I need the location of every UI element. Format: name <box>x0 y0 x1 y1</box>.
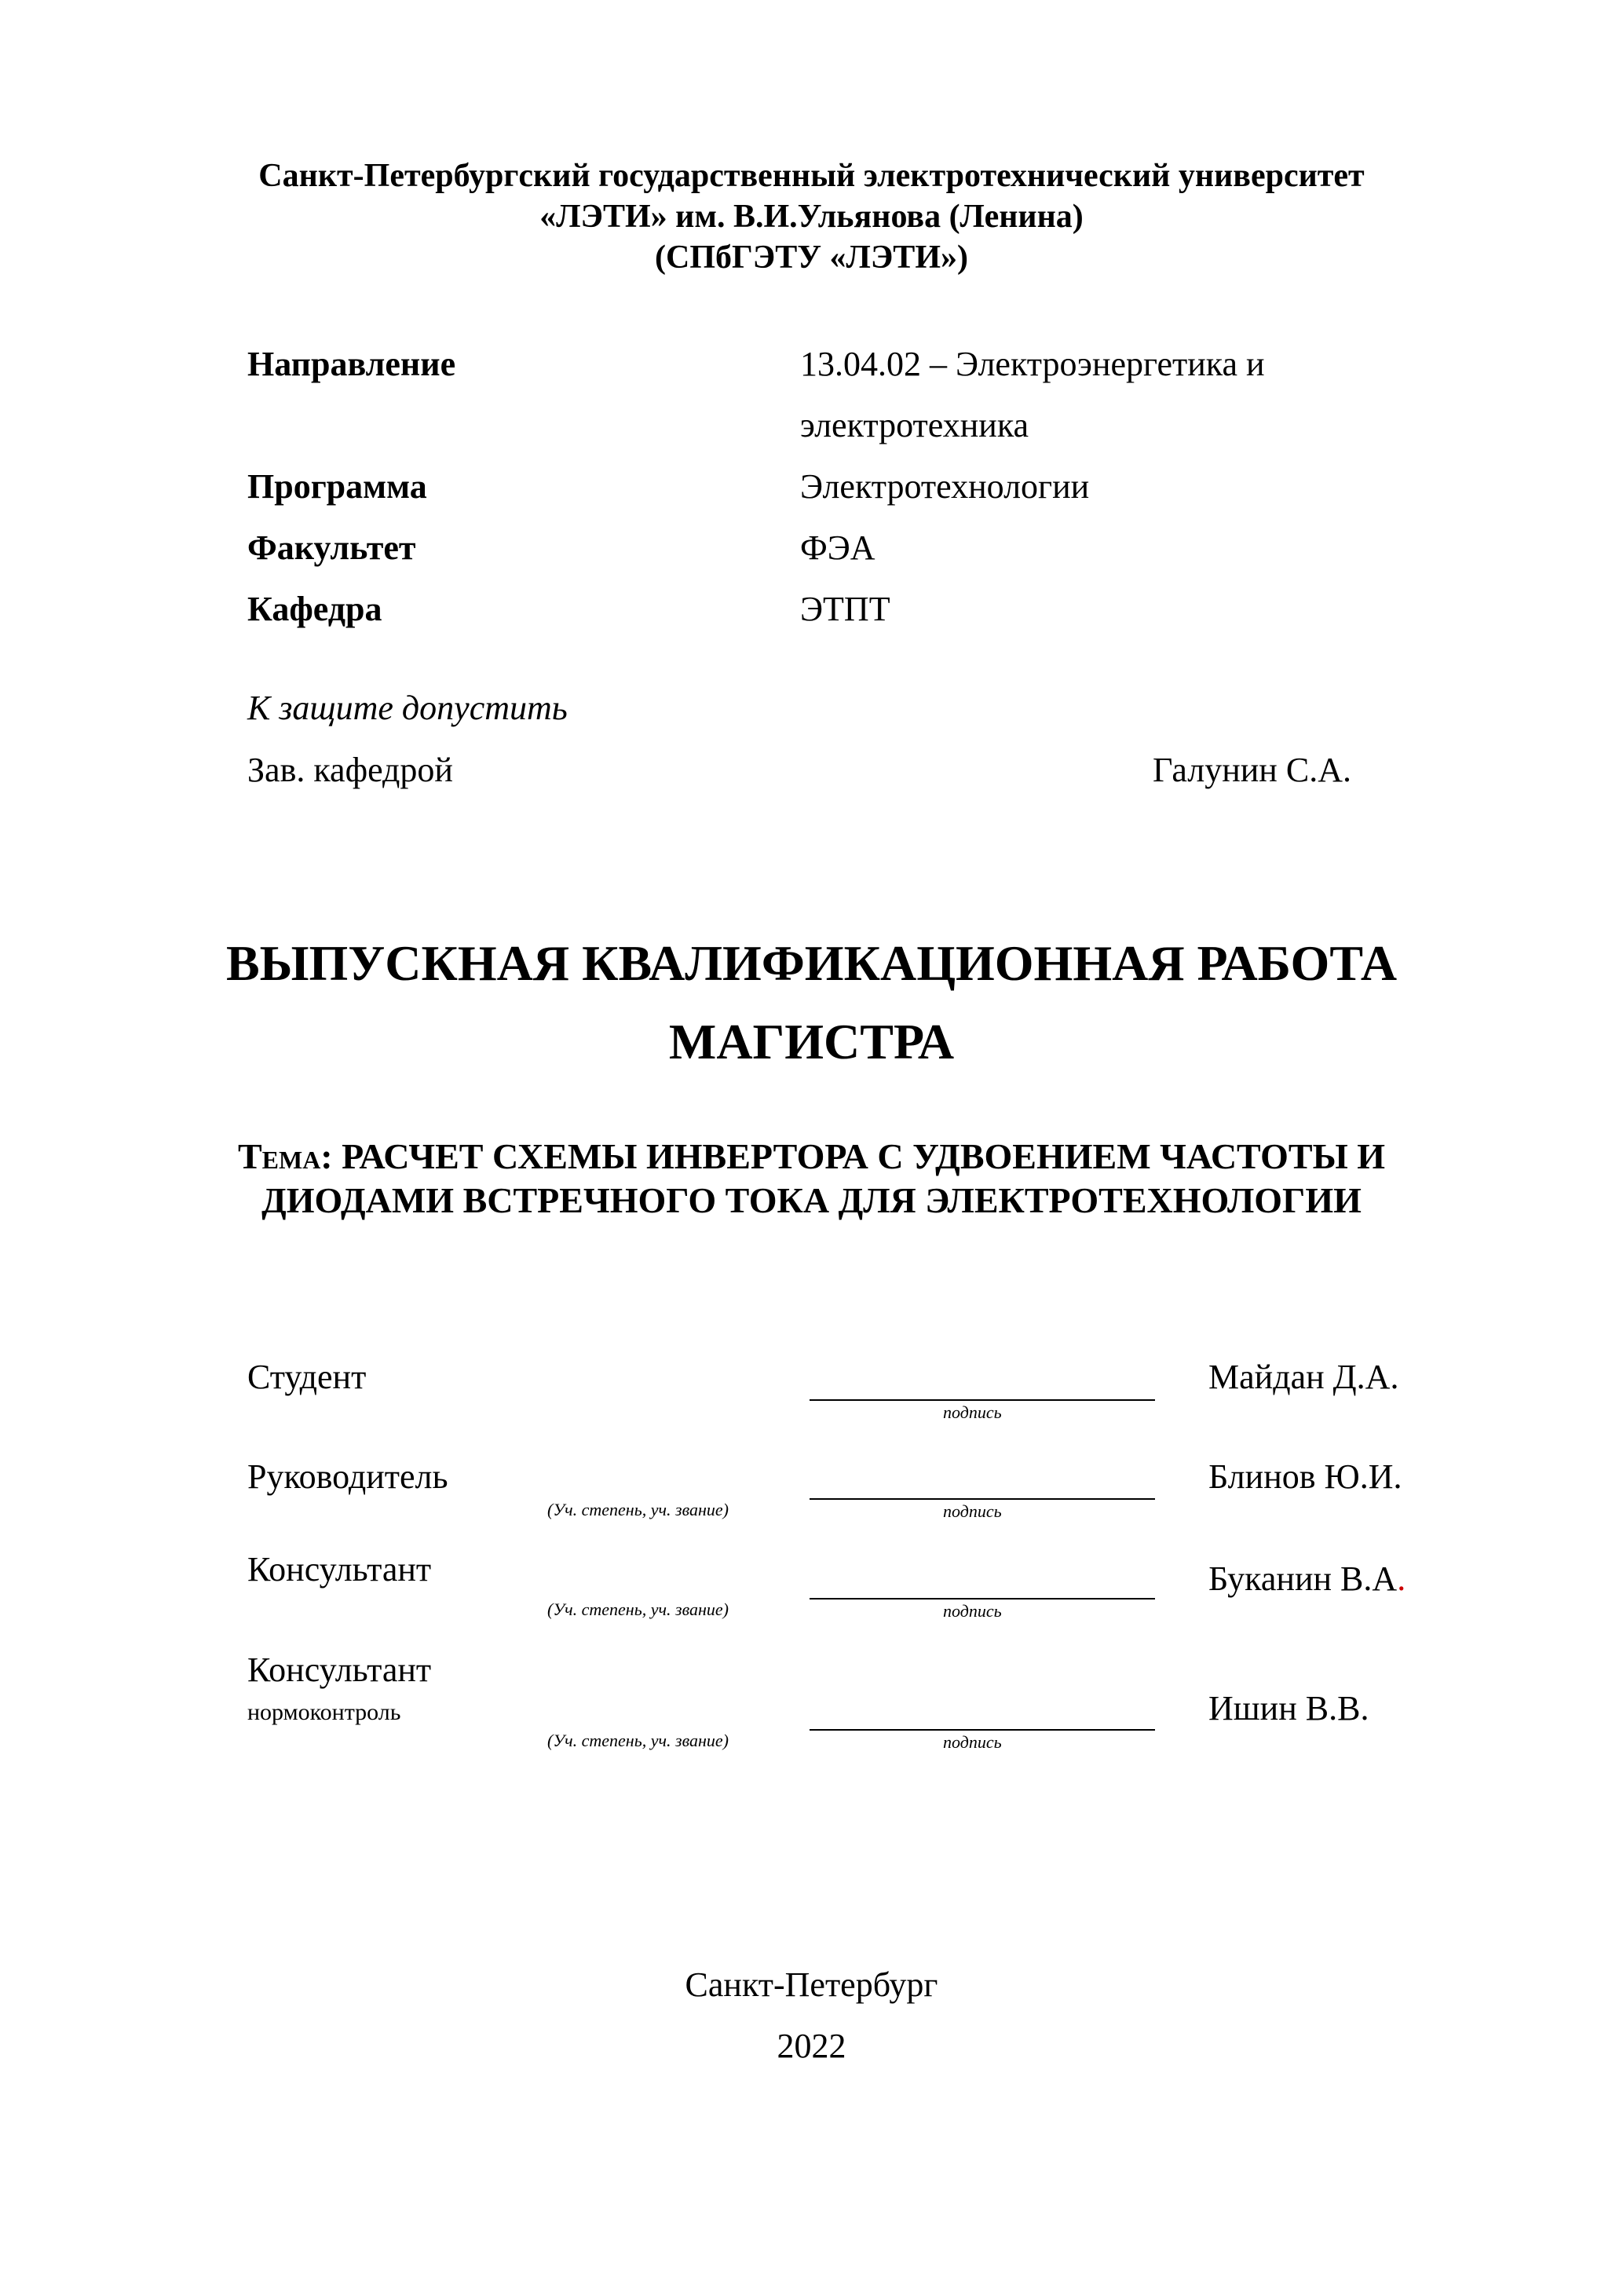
supervisor-name: Блинов Ю.И. <box>1208 1457 1402 1496</box>
normcontrol-signature-line <box>810 1729 1155 1731</box>
admission-text: К защите допустить <box>247 689 568 727</box>
consultant-name-dot: . <box>1397 1559 1406 1598</box>
university-abbreviation: (СПбГЭТУ «ЛЭТИ») <box>655 239 968 276</box>
program-label: Программа <box>247 467 427 506</box>
consultant-signature-line <box>810 1598 1155 1600</box>
direction-value-line1: 13.04.02 – Электроэнергетика и <box>800 345 1265 383</box>
department-value: ЭТПТ <box>800 590 890 628</box>
normcontrol-subtitle: нормоконтроль <box>247 1699 401 1725</box>
student-signature-line <box>810 1399 1155 1401</box>
topic-line1-text: РАСЧЕТ СХЕМЫ ИНВЕРТОРА С УДВОЕНИЕМ ЧАСТОТЫ И <box>332 1136 1386 1176</box>
department-label: Кафедра <box>247 590 382 628</box>
supervisor-role: Руководитель <box>247 1457 448 1496</box>
topic-line2: ДИОДАМИ ВСТРЕЧНОГО ТОКА ДЛЯ ЭЛЕКТРОТЕХНОЛОГИИ <box>261 1180 1362 1220</box>
year: 2022 <box>777 2027 846 2065</box>
normcontrol-role: Консультант <box>247 1651 432 1689</box>
city: Санкт-Петербург <box>685 1965 938 2004</box>
direction-value-line2: электротехника <box>800 406 1029 444</box>
department-head-name: Галунин С.А. <box>1153 751 1351 789</box>
topic-prefix: Тема: <box>237 1136 333 1176</box>
supervisor-degree-caption: (Уч. степень, уч. звание) <box>547 1500 729 1519</box>
consultant-role: Консультант <box>247 1550 432 1589</box>
university-short-name: «ЛЭТИ» им. В.И.Ульянова (Ленина) <box>539 199 1084 235</box>
normcontrol-name: Ишин В.В. <box>1208 1689 1369 1727</box>
faculty-value: ФЭА <box>800 528 875 567</box>
thesis-title-line2: МАГИСТРА <box>668 1014 955 1069</box>
consultant-signature-caption: подпись <box>943 1601 1002 1621</box>
supervisor-signature-caption: подпись <box>943 1501 1002 1521</box>
student-name: Майдан Д.А. <box>1208 1358 1399 1396</box>
student-role: Студент <box>247 1358 367 1396</box>
consultant-degree-caption: (Уч. степень, уч. звание) <box>547 1600 729 1619</box>
consultant-name-text: Буканин В.А <box>1208 1559 1398 1598</box>
department-head-label: Зав. кафедрой <box>247 751 453 789</box>
normcontrol-degree-caption: (Уч. степень, уч. звание) <box>547 1731 729 1750</box>
consultant-name <box>1208 1559 1406 1599</box>
thesis-title-line1: ВЫПУСКНАЯ КВАЛИФИКАЦИОННАЯ РАБОТА <box>225 935 1398 991</box>
supervisor-signature-line <box>810 1498 1155 1500</box>
faculty-label: Факультет <box>247 528 416 567</box>
student-signature-caption: подпись <box>943 1402 1002 1422</box>
normcontrol-signature-caption: подпись <box>943 1732 1002 1752</box>
topic-line1 <box>0 1135 1623 1179</box>
university-name: Санкт-Петербургский государственный электротехнический университет <box>258 158 1365 194</box>
direction-label: Направление <box>247 345 456 383</box>
program-value: Электротехнологии <box>800 467 1090 506</box>
